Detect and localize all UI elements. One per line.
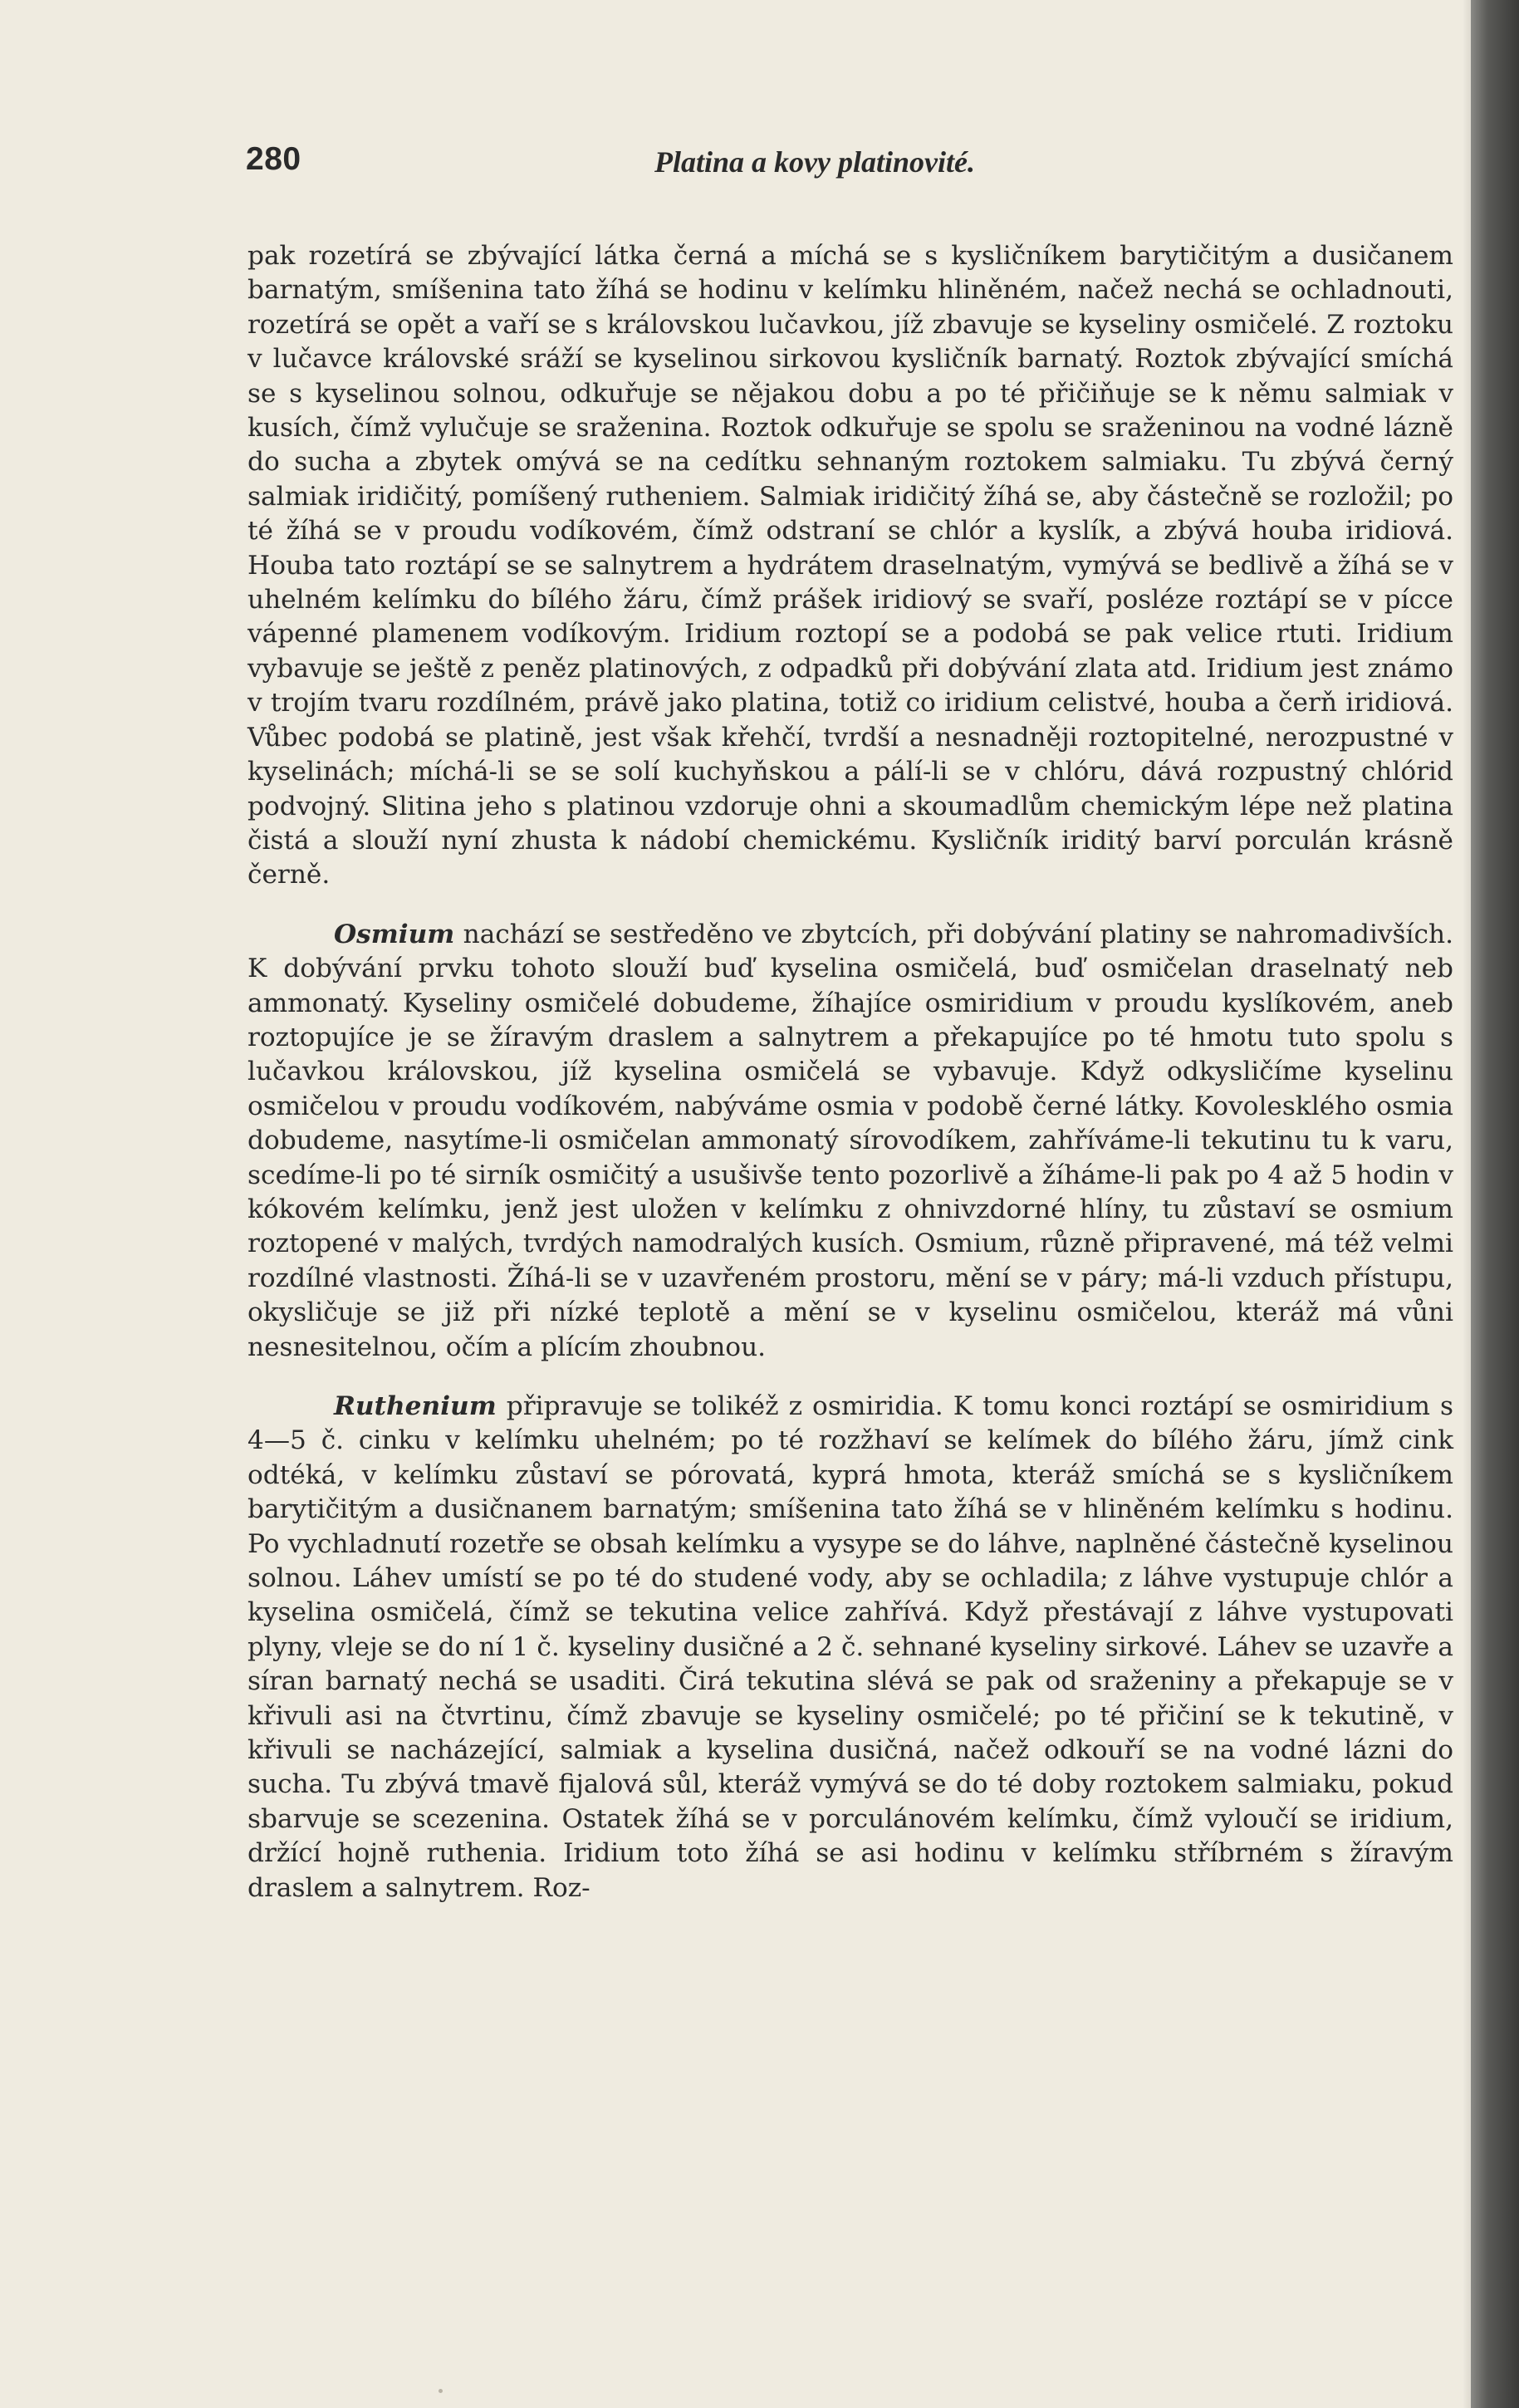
paragraph-lead-term: Ruthenium: [334, 1391, 497, 1421]
page-number: 280: [246, 141, 301, 177]
paragraph-text: připravuje se tolikéž z osmiridia. K tomu konci roztápí se osmiridium s 4—5 č. cinku v kelímku uhelném; po té rozžhaví se kelímek do bílého žáru, jímž cink odtéká, v kelímku zůstaví se pórovatá, kyprá hmota, kteráž smíchá se s kysličníkem barytičitým a dusičnanem barnatým; smíšenina tato žíhá se v hliněném kelímku s hodinu. Po vychladnutí rozetře se obsah kelímku a vysype se do láhve, naplněné částečně kyselinou solnou. Láhev umístí se po té do studené vody, aby se ochladila; z láhve vystupuje chlór a kyselina osmičelá, čímž se tekutina velice zahřívá. Když přestávají z láhve vystupovati plyny, vleje se do ní 1 č. kyseliny dusičné a 2 č. sehnané kyseliny sirkové. Láhev se uzavře a síran barnatý nechá se usaditi. Čirá tekutina slévá se pak od sraženiny a překapuje se v křivuli asi na čtvrtinu, čímž zbavuje se kyseliny osmičelé; po té přičiní se k tekutině, v křivuli se nacházející, salmiak a kyselina dusičná, načež odkouří se na vodné lázni do sucha. Tu zbývá tmavě fijalová sůl, kteráž vymývá se do té doby roztokem salmiaku, pokud sbarvuje se scezenina. Ostatek žíhá se v porculánovém kelímku, čímž vyloučí se iridium, držící hojně ruthenia. Iridium toto žíhá se asi hodinu v kelímku stříbrném s žíravým draslem a salnytrem. Roz-: [247, 1391, 1453, 1903]
page-header: [247, 141, 1453, 188]
running-title: Platina a kovy platinovité.: [654, 145, 975, 179]
page-edge-shading: [1463, 0, 1471, 2408]
book-page: [247, 141, 1453, 1930]
paragraph-text: pak rozetírá se zbývající látka černá a míchá se s kysličníkem barytičitým a dusičanem barnatým, smíšenina tato žíhá se hodinu v kelímku hliněném, načež nechá se ochladnouti, rozetírá se opět a vaří se s královskou lučavkou, jíž zbavuje se kyseliny osmičelé. Z roztoku v lučavce královské sráží se kyselinou sirkovou kysličník barnatý. Roztok zbývající smíchá se s kyselinou solnou, odkuřuje se nějakou dobu a po té přičiňuje se k němu salmiak v kusích, čímž vylučuje se sraženina. Roztok odkuřuje se spolu se sraženinou na vodné lázně do sucha a zbytek omývá se na cedítku sehnaným roztokem salmiaku. Tu zbývá černý salmiak iridičitý, pomíšený rutheniem. Salmiak iridičitý žíhá se, aby částečně se rozložil; po té žíhá se v proudu vodíkovém, čímž odstraní se chlór a kyslík, a zbývá houba iridiová. Houba tato roztápí se se salnytrem a hydrátem draselnatým, vymývá se bedlivě a žíhá se v uhelném kelímku do bílého žáru, čímž prášek iridiový se svaří, posléze roztápí se v pícce vápenné plamenem vodíkovým. Iridium roztopí se a podobá se pak velice rtuti. Iridium vybavuje se ještě z peněz platinových, z odpadků při dobývání zlata atd. Iridium jest známo v trojím tvaru rozdílném, právě jako platina, totiž co iridium celistvé, houba a čerň iridiová. Vůbec podobá se platině, jest však křehčí, tvrdší a nesnadněji roztopitelné, nerozpustné v kyselinách; míchá-li se se solí kuchyňskou a pálí-li se v chlóru, dává rozpustný chlórid podvojný. Slitina jeho s platinou vzdoruje ohni a skoumadlům chemickým lépe než platina čistá a slouží nyní zhusta k nádobí chemickému. Kysličník iriditý barví porculán krásně černě.: [247, 241, 1453, 890]
book-edge: [1471, 0, 1519, 2408]
paper-speck: [439, 2389, 443, 2393]
paragraph-ruthenium: [247, 1390, 1453, 1905]
paragraph-lead-term: Osmium: [334, 919, 455, 949]
paragraph-osmium: [247, 918, 1453, 1365]
paragraph-text: nachází se sestředěno ve zbytcích, při dobývání platiny se nahromadivších. K dobývání prvku tohoto slouží buď kyselina osmičelá, buď osmičelan draselnatý neb ammonatý. Kyseliny osmičelé dobudeme, žíhajíce osmiridium v proudu kyslíkovém, aneb roztopujíce je se žíravým draslem a salnytrem a překapujíce po té hmotu tuto spolu s lučavkou královskou, jíž kyselina osmičelá se vybavuje. Když odkysličíme kyselinu osmičelou v proudu vodíkovém, nabýváme osmia v podobě černé látky. Kovolesklého osmia dobudeme, nasytíme-li osmičelan ammonatý sírovodíkem, zahříváme-li tekutinu tu k varu, scedíme-li po té sirník osmičitý a usušivše tento pozorlivě a žíháme-li pak po 4 až 5 hodin v kókovém kelímku, jenž jest uložen v kelímku z ohnivzdorné hlíny, tu zůstaví se osmium roztopené v malých, tvrdých namodralých kusích. Osmium, různě připravené, má též velmi rozdílné vlastnosti. Žíhá-li se v uzavřeném prostoru, mění se v páry; má-li vzduch přístupu, okysličuje se již při nízké teplotě a mění se v kyselinu osmičelou, kteráž má vůni nesnesitelnou, očím a plícím zhoubnou.: [247, 919, 1453, 1362]
paragraph-iridium-continuation: [247, 239, 1453, 893]
